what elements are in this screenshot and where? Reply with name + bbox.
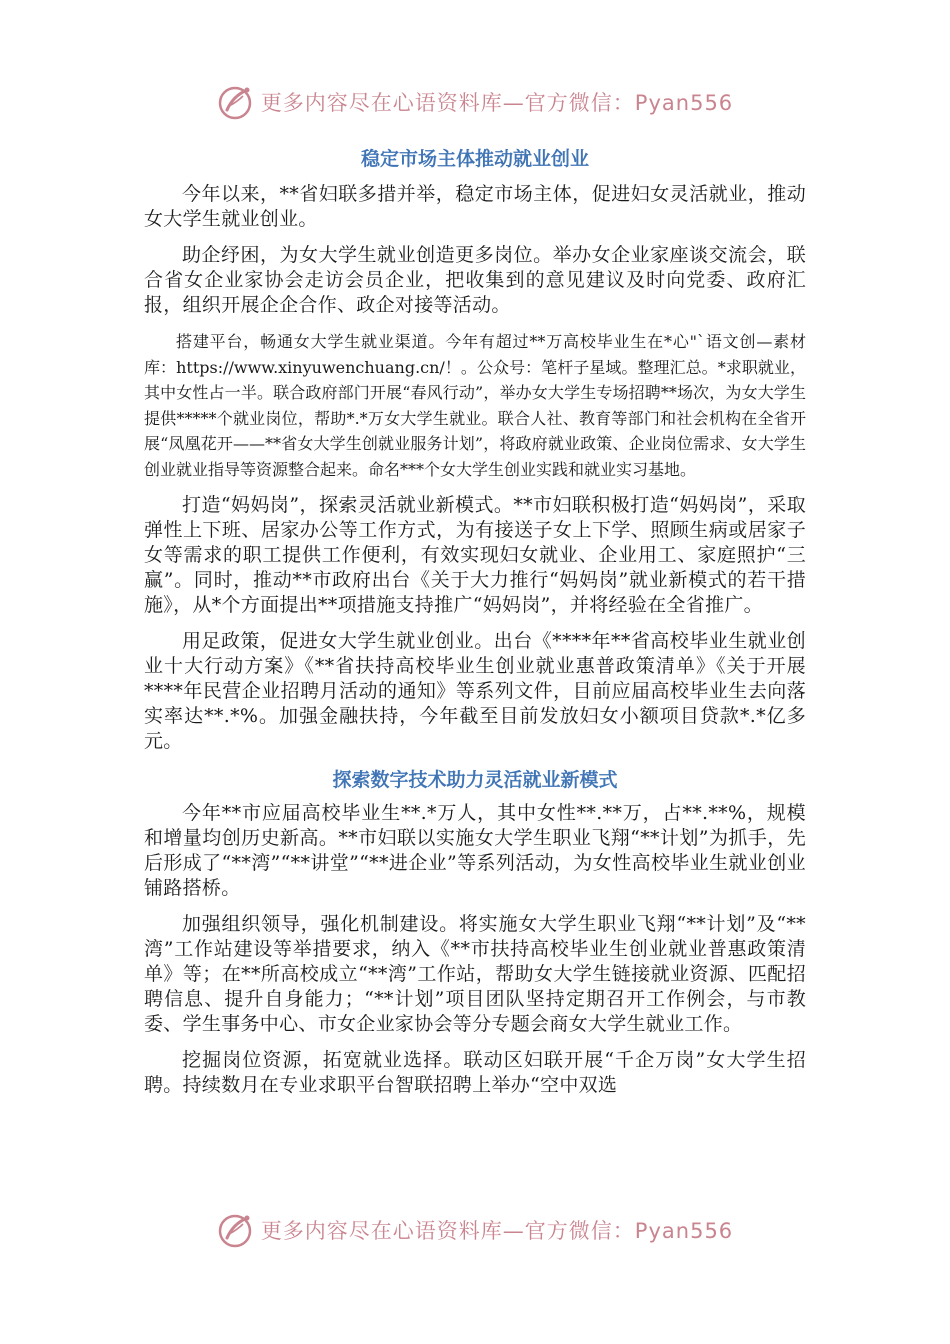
paragraph: 挖掘岗位资源，拓宽就业选择。联动区妇联开展“千企万岗”女大学生招聘。持续数月在专业求职平台智联招聘上举办“空中双选 [144,1049,806,1096]
paragraph: 搭建平台，畅通女大学生就业渠道。今年有超过**万高校毕业生在*心"`语文创—素材库：https://www.xinyuwenchuang.cn/！。公众号：笔杆子星域。整理汇总。*求职就业，其中女性占一半。联合政府部门开展“春风行动”，举办女大学生专场招聘**场次，为女大学生提供*****个就业岗位，帮助*.*万女大学生就业。联合人社、教育等部门和社会机构在全省开展“凤凰花开——**省女大学生创就业服务计划”，将政府就业政策、企业岗位需求、女大学生创业就业指导等资源整合起来。命名***个女大学生创业实践和就业实习基地。 [144,332,806,479]
document-body [144,144,806,1109]
section-heading-1: 稳定市场主体推动就业创业 [360,148,589,170]
paragraph: 打造“妈妈岗”，探索灵活就业新模式。**市妇联积极打造“妈妈岗”，采取弹性上下班、居家办公等工作方式，为有接送子女上下学、照顾生病或居家子女等需求的职工提供工作便利，有效实现妇女就业、企业用工、家庭照护“三赢”。同时，推动**市政府出台《关于大力推行“妈妈岗”就业新模式的若干措施》，从*个方面提出**项措施支持推广“妈妈岗”，并将经验在全省推广。 [144,494,806,616]
banner-text: 更多内容尽在心语资料库—官方微信：Pyan556 [260,1219,734,1243]
paragraph: 今年**市应届高校毕业生**.*万人，其中女性**.**万，占**.**%，规模和增量均创历史新高。**市妇联以实施女大学生职业飞翔“**计划”为抓手，先后形成了“**湾”“**讲堂”“**进企业”等系列活动，为女性高校毕业生就业创业铺路搭桥。 [144,802,806,899]
header-banner [0,82,950,122]
banner-text: 更多内容尽在心语资料库—官方微信：Pyan556 [260,91,734,115]
paragraph: 用足政策，促进女大学生就业创业。出台《****年**省高校毕业生就业创业十大行动方案》《**省扶持高校毕业生创业就业惠普政策清单》《关于开展****年民营企业招聘月活动的通知》等系列文件，目前应届高校毕业生去向落实率达**.*%。加强金融扶持，今年截至目前发放妇女小额项目贷款*.*亿多元。 [144,630,806,752]
logo-icon [217,82,257,122]
paragraph: 今年以来，**省妇联多措并举，稳定市场主体，促进妇女灵活就业，推动女大学生就业创业。 [144,183,806,230]
logo-icon [217,1210,257,1250]
footer-banner [0,1210,950,1250]
paragraph: 加强组织领导，强化机制建设。将实施女大学生职业飞翔“**计划”及“**湾”工作站建设等举措要求，纳入《**市扶持高校毕业生创业就业普惠政策清单》等；在**所高校成立“**湾”工作站，帮助女大学生链接就业资源、匹配招聘信息、提升自身能力；“**计划”项目团队坚持定期召开工作例会，与市教委、学生事务中心、市女企业家协会等分专题会商女大学生就业工作。 [144,913,806,1035]
section-heading-2: 探索数字技术助力灵活就业新模式 [332,769,618,791]
paragraph: 助企纾困，为女大学生就业创造更多岗位。举办女企业家座谈交流会，联合省女企业家协会走访会员企业，把收集到的意见建议及时向党委、政府汇报，组织开展企企合作、政企对接等活动。 [144,244,806,316]
